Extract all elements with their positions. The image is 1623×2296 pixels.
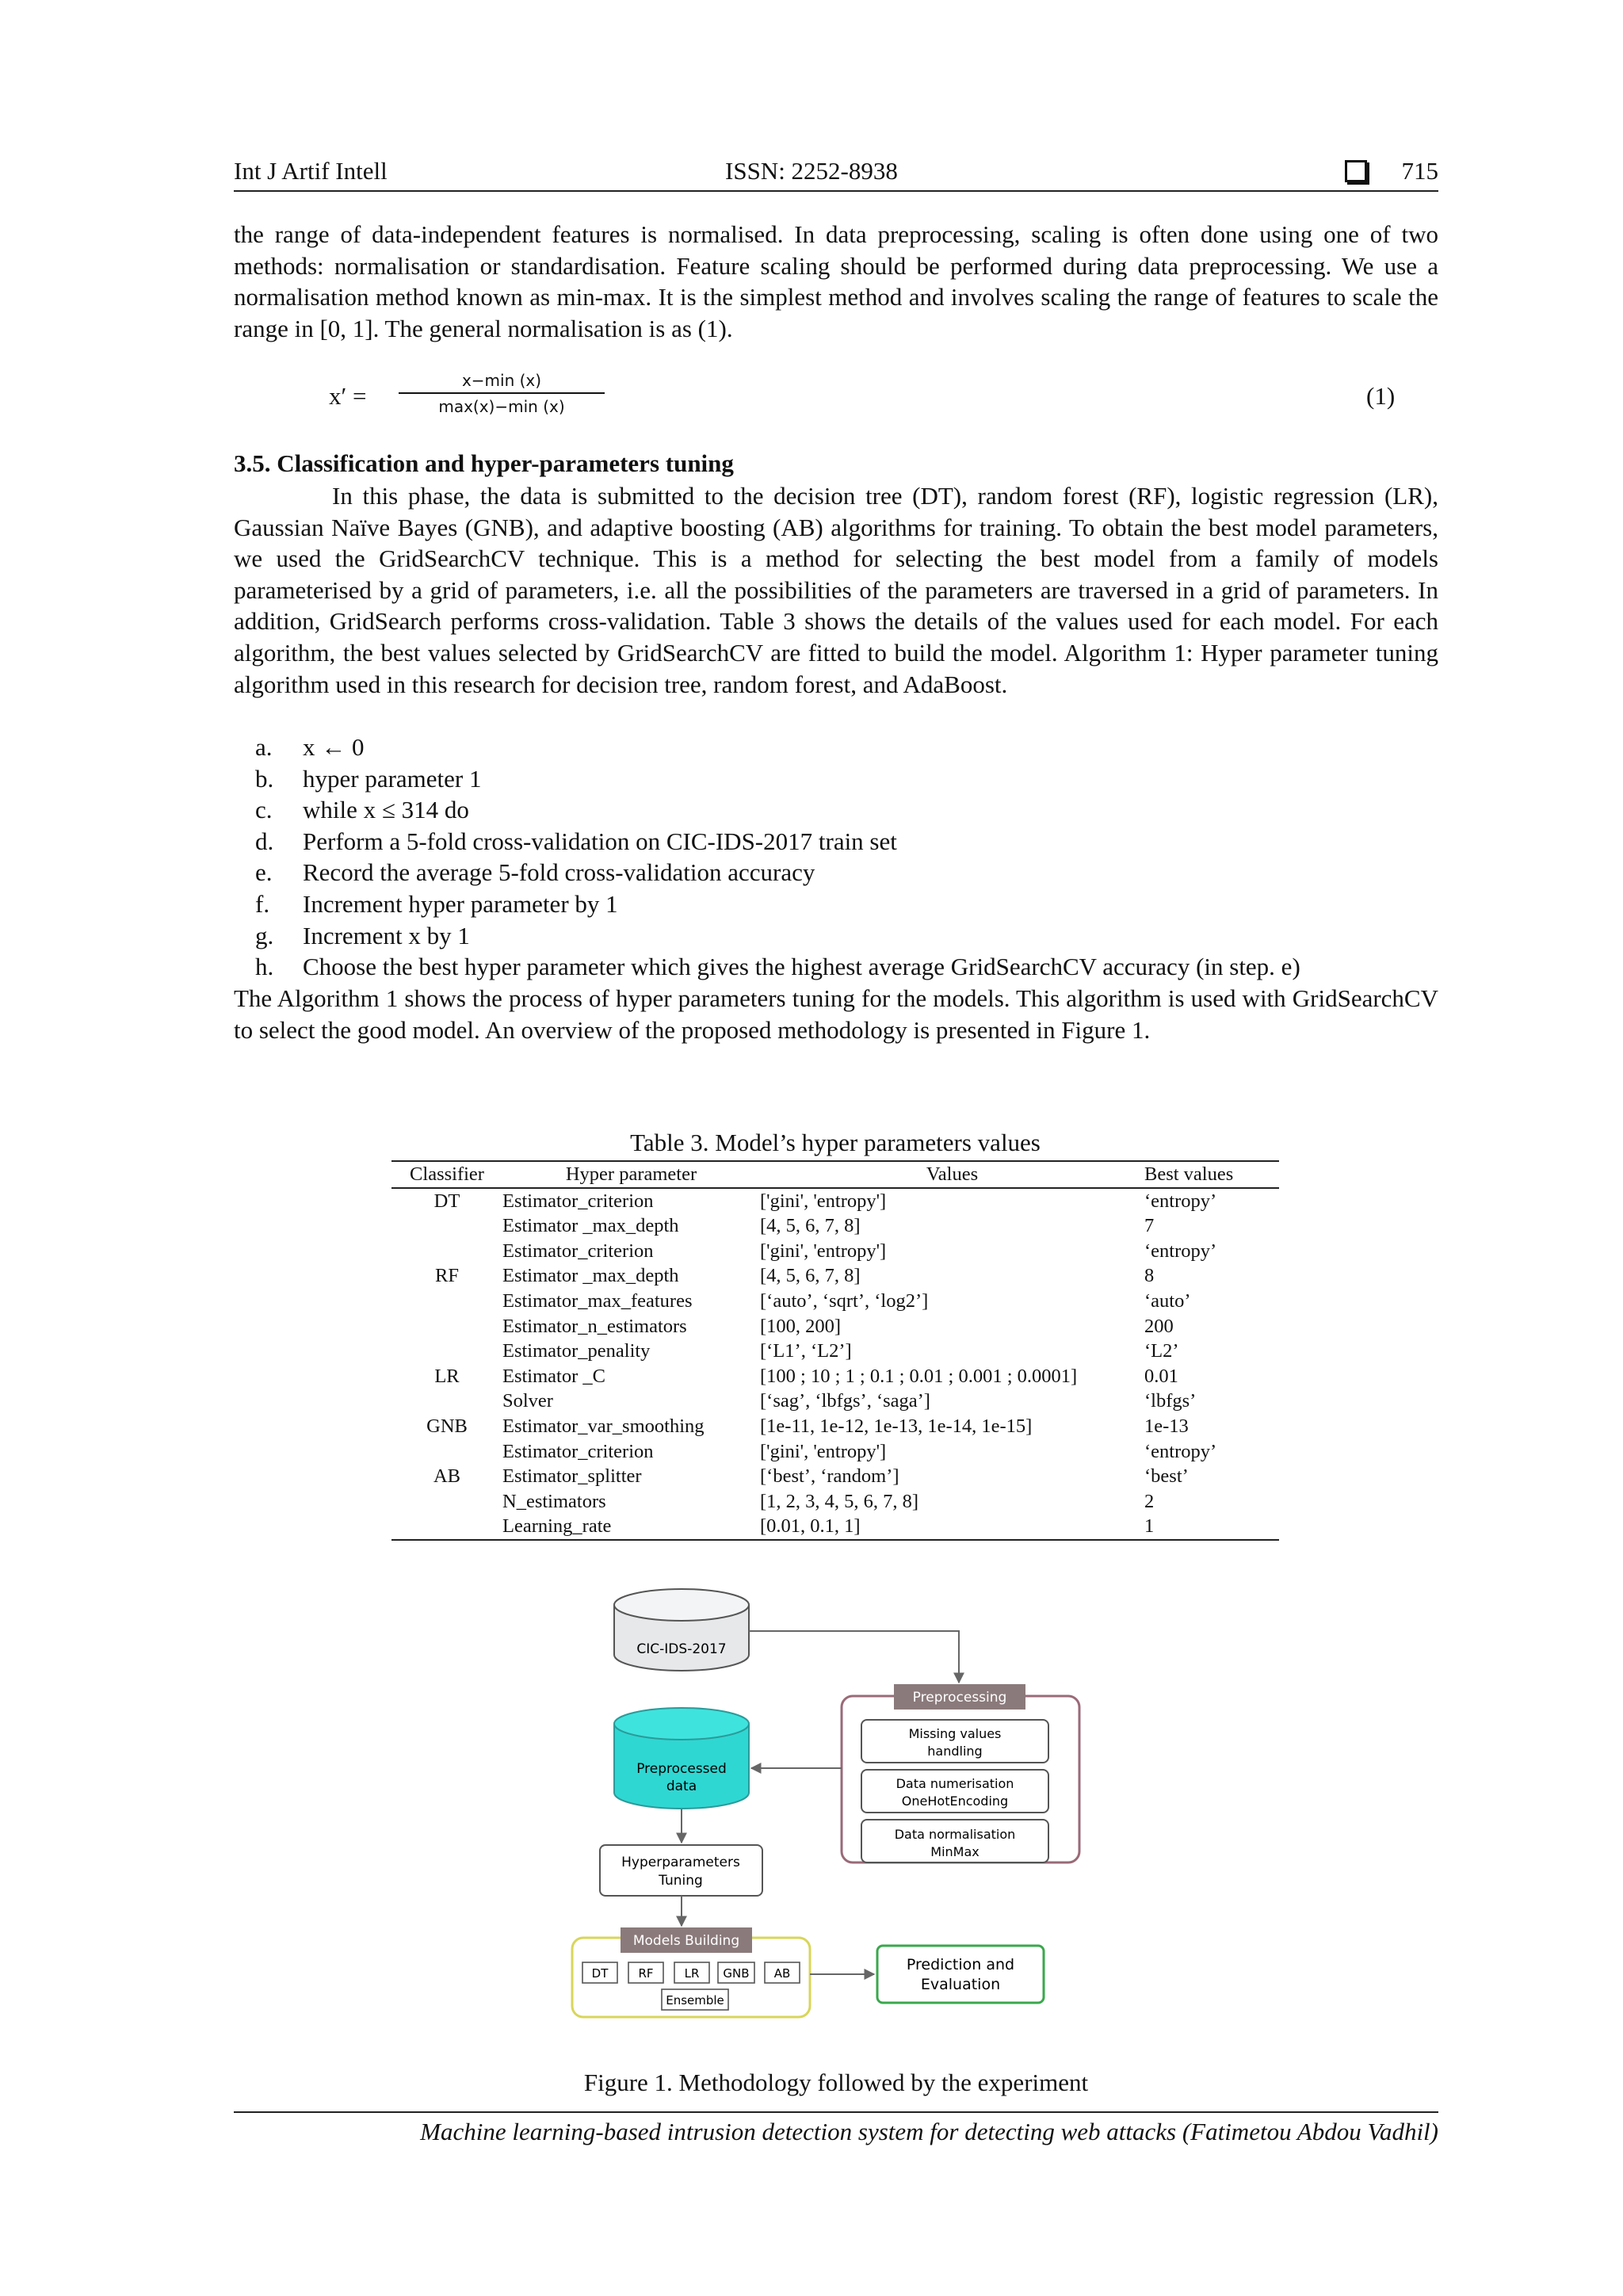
table-cell: [‘sag’, ‘lbfgs’, ‘saga’] [760, 1390, 930, 1412]
table-cell: Estimator_criterion [502, 1440, 654, 1462]
table-row [391, 1464, 1279, 1489]
table-cell: 7 [1144, 1215, 1155, 1237]
table-cell: AB [433, 1465, 461, 1488]
table-cell: ‘auto’ [1144, 1289, 1191, 1312]
equation-lhs: x′ = [329, 382, 367, 410]
table-cell: [100, 200] [760, 1315, 842, 1337]
table-cell: ‘L2’ [1144, 1340, 1179, 1362]
dataset-label: CIC-IDS-2017 [636, 1641, 727, 1657]
model-label: DT [591, 1966, 609, 1981]
tuning-box [600, 1845, 762, 1896]
table-cell: ‘lbfgs’ [1144, 1390, 1197, 1412]
intro-paragraph: the range of data-independent features is normalised. In data preprocessing, scaling is often done using one of two methods: normalisation or standardisation. Feature scaling should be performed during data preprocessing. We use a normalisation method known as min-max. It is the simplest method and involves scaling the range of features to scale the range in [0, 1]. The general normalisation is as (1). [234, 220, 1438, 342]
table-cell: RF [435, 1265, 459, 1287]
table-cell: [0.01, 0.1, 1] [760, 1514, 1144, 1540]
table-cell: Estimator _max_depth [502, 1265, 679, 1287]
algorithm-step [255, 920, 1300, 952]
equation-number: (1) [1366, 382, 1396, 410]
table-cell: [‘best’, ‘random’] [760, 1465, 899, 1488]
running-header [234, 155, 1438, 192]
prediction-label-sub: Evaluation [920, 1976, 1001, 1993]
step-normalisation: Data normalisation [894, 1827, 1016, 1842]
table-cell: [1, 2, 3, 4, 5, 6, 7, 8] [760, 1490, 919, 1512]
ensemble-label: Ensemble [666, 1993, 724, 2008]
table-row [391, 1489, 1279, 1515]
table-cell: ['gini', 'entropy'] [760, 1440, 887, 1462]
preprocessing-title: Preprocessing [912, 1690, 1007, 1706]
column-header: Best values [1144, 1161, 1279, 1188]
running-footer: Machine learning-based intrusion detection system for detecting web attacks (Fatimetou Abdou Vadhil) [234, 2111, 1438, 2146]
methodology-figure [555, 1585, 1094, 2061]
table-row [391, 1389, 1279, 1414]
table-cell: ‘best’ [1144, 1465, 1189, 1488]
step-marker: e. [255, 858, 273, 887]
preprocessed-label: Preprocessed [636, 1761, 727, 1777]
models-group [572, 1927, 810, 2017]
table-row [391, 1239, 1279, 1264]
preprocessing-group [842, 1684, 1079, 1862]
table-row [391, 1514, 1279, 1540]
table-cell: ‘entropy’ [1144, 1240, 1217, 1262]
table-cell: Estimator _max_depth [502, 1215, 679, 1237]
table-cell: 2 [1144, 1490, 1155, 1512]
table-cell: Estimator_criterion [502, 1190, 654, 1212]
table-cell: Estimator_criterion [502, 1240, 654, 1262]
table-cell [391, 1389, 502, 1414]
table-cell [391, 1314, 502, 1339]
models-title: Models Building [632, 1933, 740, 1949]
equation-denominator: max(x)−min (x) [438, 397, 565, 416]
algorithm-step [255, 857, 1300, 888]
table-cell [391, 1514, 502, 1540]
table-cell: 0.01 [1144, 1365, 1178, 1387]
table-row [391, 1289, 1279, 1314]
closing-paragraph: The Algorithm 1 shows the process of hyper parameters tuning for the models. This algorithm is used with GridSearchCV to select the good model. An overview of the proposed methodology is presented in Figure 1. [234, 984, 1438, 1044]
step-marker: c. [255, 796, 273, 824]
step-text: hyper parameter 1 [303, 764, 482, 793]
table-cell: Estimator_splitter [502, 1465, 642, 1488]
step-marker: d. [255, 827, 274, 855]
model-label: GNB [723, 1966, 750, 1981]
equation-fraction [399, 371, 605, 416]
table-row [391, 1364, 1279, 1389]
table-cell: Estimator_max_features [502, 1289, 693, 1312]
step-normalisation-sub: MinMax [930, 1844, 980, 1859]
model-label: RF [638, 1966, 654, 1981]
algorithm-step [255, 794, 1300, 826]
table-row [391, 1188, 1279, 1214]
journal-name: Int J Artif Intell [234, 157, 388, 185]
step-text: Perform a 5-fold cross-validation on CIC-IDS-2017 train set [303, 827, 897, 855]
table-cell [391, 1439, 502, 1465]
algorithm-steps [255, 732, 1300, 983]
prediction-box [877, 1946, 1044, 2003]
algorithm-step [255, 826, 1300, 858]
dataset-cylinder [614, 1589, 749, 1671]
table-cell: [1e-11, 1e-12, 1e-13, 1e-14, 1e-15] [760, 1415, 1033, 1437]
table-cell [391, 1339, 502, 1364]
hyperparameter-table [391, 1160, 1279, 1541]
table-cell: Estimator_var_smoothing [502, 1415, 705, 1437]
step-text: Increment x by 1 [303, 921, 470, 949]
table-cell [391, 1289, 502, 1314]
table-cell: [4, 5, 6, 7, 8] [760, 1265, 861, 1287]
table-row [391, 1213, 1279, 1239]
table-cell: 1e-13 [1144, 1415, 1189, 1437]
table-row [391, 1439, 1279, 1465]
step-marker: a. [255, 733, 273, 761]
column-header: Values [760, 1161, 1144, 1188]
step-text: Choose the best hyper parameter which gives the highest average GridSearchCV accuracy (in step. e) [303, 953, 1300, 981]
step-marker: b. [255, 764, 274, 793]
column-header: Classifier [391, 1161, 502, 1188]
step-missing-values: Missing values [908, 1726, 1002, 1741]
step-marker: f. [255, 889, 270, 918]
table-cell: ['gini', 'entropy'] [760, 1190, 887, 1212]
table-cell: ['gini', 'entropy'] [760, 1240, 887, 1262]
step-missing-values-sub: handling [927, 1744, 983, 1759]
section-heading: 3.5. Classification and hyper-parameters tuning [234, 449, 734, 477]
square-icon [1345, 160, 1367, 182]
step-text: Record the average 5-fold cross-validation accuracy [303, 858, 815, 887]
prediction-label: Prediction and [906, 1956, 1015, 1973]
table-cell: ‘entropy’ [1144, 1190, 1217, 1212]
algorithm-step [255, 763, 1300, 795]
page-number: 715 [1401, 157, 1438, 185]
preprocessed-data-cylinder [614, 1708, 749, 1809]
table-cell: Learning_rate [502, 1514, 760, 1540]
table-cell: 1 [1144, 1514, 1279, 1540]
step-marker: h. [255, 953, 274, 981]
table-cell: Estimator _C [502, 1365, 605, 1387]
arrow-dataset-to-preprocessing [749, 1631, 959, 1683]
model-label: AB [773, 1966, 791, 1981]
issn: ISSN: 2252-8938 [725, 157, 898, 185]
table-row [391, 1314, 1279, 1339]
table-row [391, 1414, 1279, 1439]
equation-numerator: x−min (x) [399, 371, 605, 394]
table-cell: GNB [426, 1415, 468, 1437]
table-header-row [391, 1161, 1279, 1188]
table-caption: Table 3. Model’s hyper parameters values [630, 1129, 1041, 1156]
table-cell: Estimator_n_estimators [502, 1315, 687, 1337]
table-cell: ‘entropy’ [1144, 1440, 1217, 1462]
table-cell: Estimator_penality [502, 1340, 651, 1362]
preprocessed-label-sub: data [666, 1778, 697, 1794]
table-cell: [‘L1’, ‘L2’] [760, 1340, 852, 1362]
algorithm-step [255, 732, 1300, 763]
table-cell: 8 [1144, 1265, 1155, 1287]
tuning-label-sub: Tuning [659, 1873, 703, 1889]
algorithm-step [255, 951, 1300, 983]
table-cell [391, 1239, 502, 1264]
step-numerisation: Data numerisation [896, 1776, 1014, 1791]
step-text: while x ≤ 314 do [303, 796, 469, 824]
table-cell [391, 1213, 502, 1239]
step-marker: g. [255, 921, 274, 949]
table-row [391, 1263, 1279, 1289]
table-row [391, 1339, 1279, 1364]
table-cell: LR [434, 1365, 460, 1387]
tuning-label: Hyperparameters [621, 1855, 740, 1870]
table-cell: N_estimators [502, 1490, 606, 1512]
figure-caption: Figure 1. Methodology followed by the experiment [583, 2069, 1089, 2096]
section-paragraph: In this phase, the data is submitted to the decision tree (DT), random forest (RF), logistic regression (LR), Gaussian Naïve Bayes (GNB), and adaptive boosting (AB) algorithms for training. To obtain the best model parameters, we used the GridSearchCV technique. This is a method for selecting the best model from a family of models parameterised by a grid of parameters, i.e. all the possibilities of the parameters are traversed in a grid of parameters. In addition, GridSearch performs cross-validation. Table 3 shows the details of the values used for each model. For each algorithm, the best values selected by GridSearchCV are fitted to build the model. Algorithm 1: Hyper parameter tuning algorithm used in this research for decision tree, random forest, and AdaBoost. [234, 482, 1438, 698]
model-label: LR [684, 1966, 700, 1981]
table-cell: [100 ; 10 ; 1 ; 0.1 ; 0.01 ; 0.001 ; 0.0001] [760, 1365, 1078, 1387]
table-cell [391, 1489, 502, 1515]
table-cell: DT [433, 1190, 460, 1212]
step-numerisation-sub: OneHotEncoding [901, 1794, 1009, 1809]
table-cell: [4, 5, 6, 7, 8] [760, 1215, 861, 1237]
step-text: x ← 0 [303, 733, 365, 761]
table-cell: Solver [502, 1390, 553, 1412]
table-cell: 200 [1144, 1315, 1174, 1337]
table-cell: [‘auto’, ‘sqrt’, ‘log2’] [760, 1289, 929, 1312]
algorithm-step [255, 888, 1300, 920]
column-header: Hyper parameter [502, 1161, 760, 1188]
step-text: Increment hyper parameter by 1 [303, 889, 618, 918]
